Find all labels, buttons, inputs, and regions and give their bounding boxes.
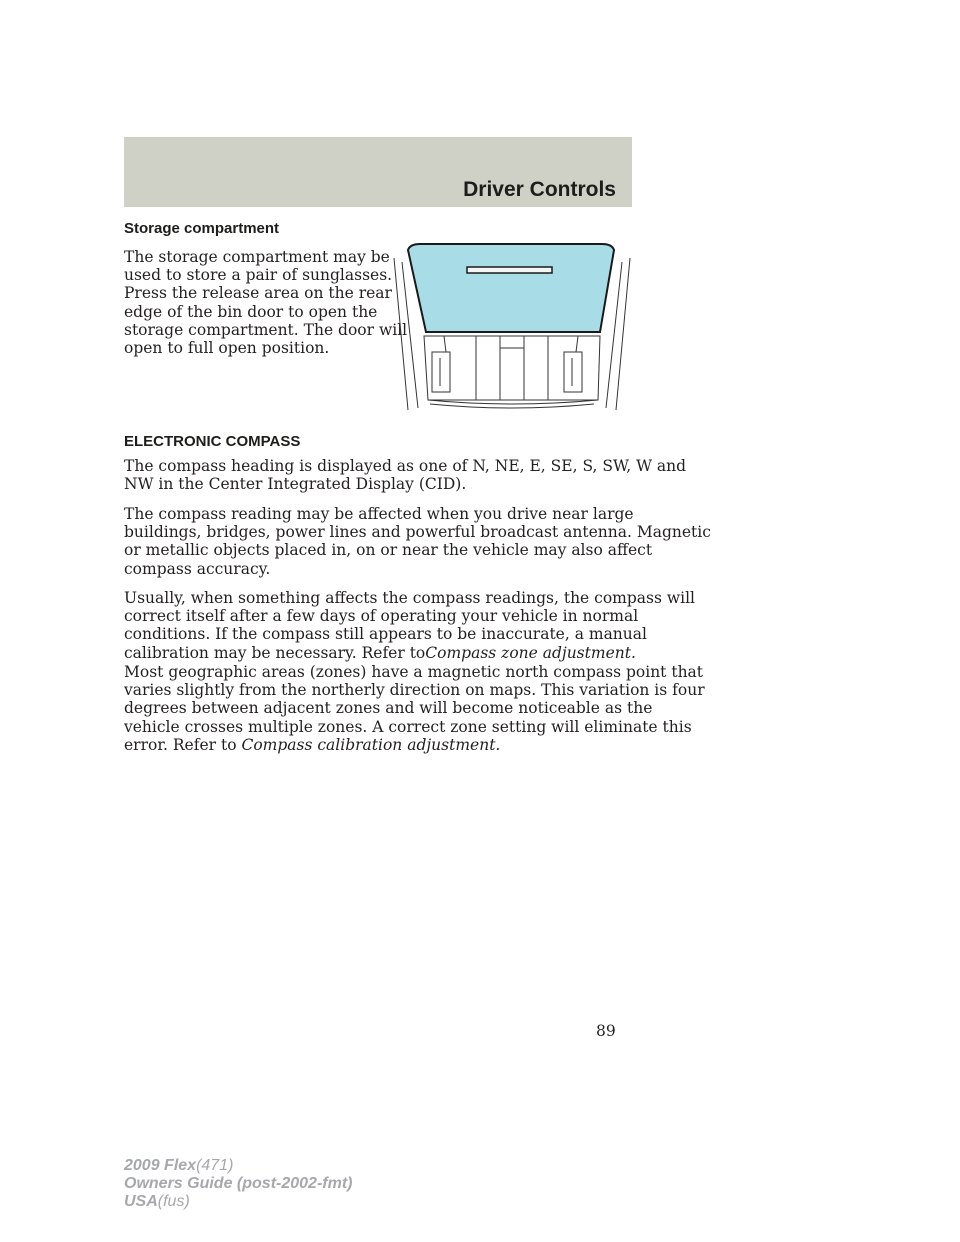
compass-heading: ELECTRONIC COMPASS [124,433,301,450]
page-number: 89 [596,1022,616,1040]
compass-zone-adjustment-reference: Compass zone adjustment. [425,643,636,662]
compass-paragraph-4: Most geographic areas (zones) have a magnetic north compass point that varies slightly from the northerly direction on maps. This variation is four degrees between adjacent zones and will become noticeable as the vehicle crosses multiple zones. A correct zone setting will eliminate this error. Refer to Compass calibration adjustment. [124,663,705,754]
compass-paragraph-1: The compass heading is displayed as one of N, NE, E, SE, S, SW, W and NW in the Center Integrated Display (CID). [124,457,687,494]
compass-paragraph-2: The compass reading may be affected when you drive near large buildings, bridges, power lines and powerful broadcast antenna. Magnetic or metallic objects placed in, on or near the vehicle may also affect compass accuracy. [124,505,711,578]
release-area [467,267,552,273]
storage-compartment-illustration [388,240,636,412]
footer-market: USA [124,1193,158,1210]
footer-guide: Owners Guide (post-2002-fmt) [124,1175,353,1192]
document-footer: 2009 Flex(471) Owners Guide (post-2002-fmt) USA(fus) [124,1157,353,1210]
section-header-band [124,137,632,207]
bin-door [408,244,614,332]
storage-paragraph: The storage compartment may be used to store a pair of sunglasses. Press the release area on the rear edge of the bin door to open the storage compartment. The door will open to full open position. [124,248,408,358]
section-title: Driver Controls [463,178,616,201]
compass-paragraph-3: Usually, when something affects the compass readings, the compass will correct itself after a few days of operating your vehicle in normal conditions. If the compass still appears to be inaccurate, a manual calibration may be necessary. Refer toCompass zone adjustment. [124,589,696,662]
storage-heading: Storage compartment [124,220,280,237]
footer-model: 2009 Flex [124,1157,197,1174]
compass-calibration-adjustment-reference: Compass calibration adjustment. [241,735,501,754]
